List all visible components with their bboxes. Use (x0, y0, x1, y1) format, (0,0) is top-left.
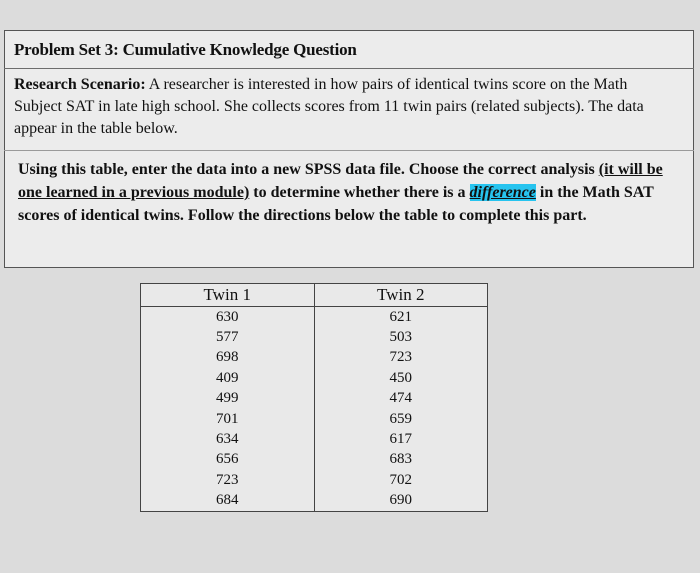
twin-1-score: 701 (141, 409, 315, 429)
twin-2-score: 474 (314, 389, 488, 409)
table-row (141, 327, 488, 347)
table-row (141, 389, 488, 409)
twin-2-score: 702 (314, 470, 488, 490)
header-twin-2: Twin 2 (314, 284, 488, 307)
table-row (141, 307, 488, 328)
instructions-part-2: to determine whether there is a (249, 184, 470, 201)
title-divider (4, 68, 694, 69)
table-row (141, 368, 488, 388)
table-row (141, 450, 488, 470)
table-header-row (141, 284, 488, 307)
twin-1-score: 634 (141, 429, 315, 449)
twin-2-score: 723 (314, 348, 488, 368)
table-row (141, 429, 488, 449)
twin-1-score: 499 (141, 389, 315, 409)
header-twin-1: Twin 1 (141, 284, 315, 307)
twin-1-score: 630 (141, 307, 315, 328)
twin-1-score: 684 (141, 491, 315, 512)
table-row (141, 409, 488, 429)
twin-2-score: 503 (314, 327, 488, 347)
instructions (18, 158, 683, 227)
twin-2-score: 621 (314, 307, 488, 328)
twin-scores-table (140, 283, 488, 512)
table-row (141, 491, 488, 512)
twin-2-score: 617 (314, 429, 488, 449)
twin-1-score: 577 (141, 327, 315, 347)
twin-2-score: 690 (314, 491, 488, 512)
twin-1-score: 698 (141, 348, 315, 368)
twin-2-score: 683 (314, 450, 488, 470)
page-title: Problem Set 3: Cumulative Knowledge Question (14, 40, 357, 59)
instructions-part-3: in the Math SAT scores of identical twins. Follow the directions below the table to complete this part. (18, 184, 654, 224)
table-row (141, 348, 488, 368)
twin-1-score: 656 (141, 450, 315, 470)
instructions-divider (4, 150, 694, 151)
problem-panel (4, 30, 694, 268)
twin-2-score: 450 (314, 368, 488, 388)
twin-2-score: 659 (314, 409, 488, 429)
scenario-label: Research Scenario: (14, 76, 146, 93)
twin-1-score: 723 (141, 470, 315, 490)
research-scenario (14, 74, 674, 140)
table-row (141, 470, 488, 490)
instructions-underlined: (it will be one learned in a previous module) (18, 161, 663, 201)
twin-1-score: 409 (141, 368, 315, 388)
instructions-highlighted: difference (469, 184, 536, 201)
instructions-part-1: Using this table, enter the data into a new SPSS data file. Choose the correct analysis (18, 161, 599, 178)
scenario-text: A researcher is interested in how pairs of identical twins score on the Math Subject SAT in late high school. She collects scores from 11 twin pairs (related subjects). The data appear in the table below. (14, 76, 644, 137)
